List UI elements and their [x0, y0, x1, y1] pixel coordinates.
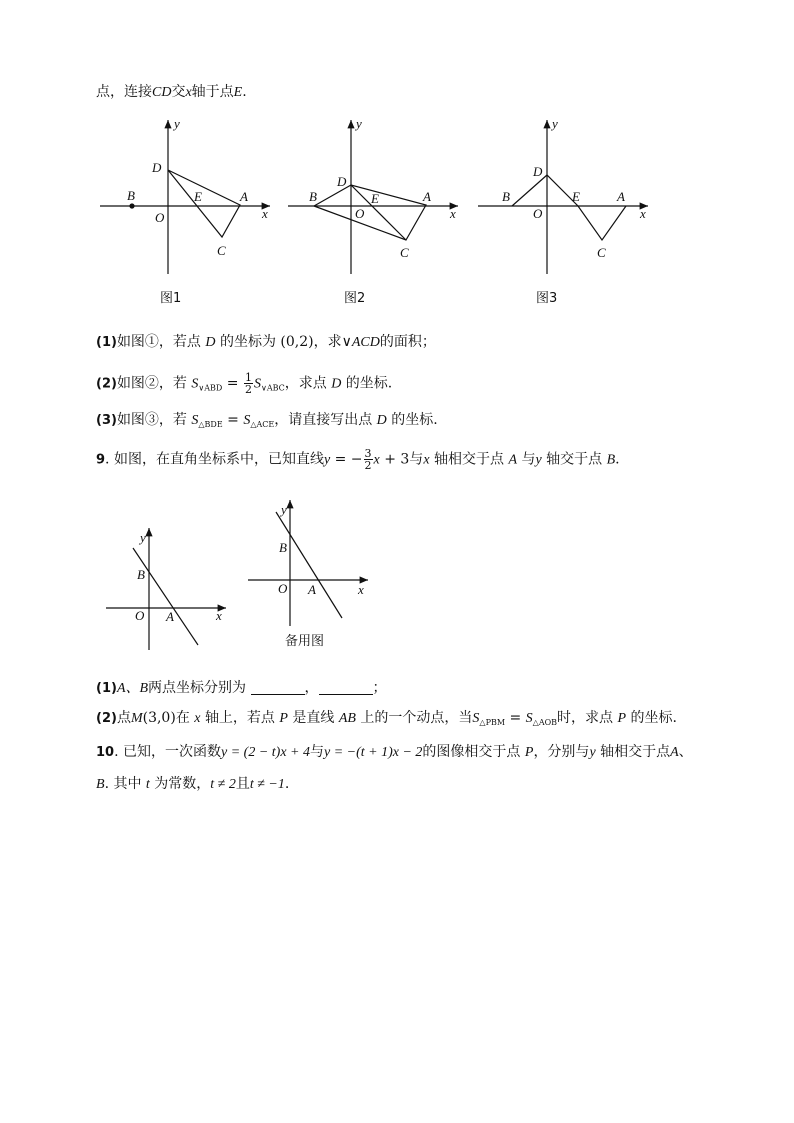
label-x: x: [262, 206, 268, 221]
point-p: P: [279, 711, 288, 726]
text: ；: [372, 680, 387, 696]
var-t: t: [145, 777, 150, 792]
line-ab: [276, 512, 342, 618]
label-e: E: [194, 189, 202, 204]
line-ab: [133, 548, 198, 645]
area-symbol: S: [472, 711, 480, 726]
text: = −: [334, 451, 363, 468]
part-number: (3): [96, 413, 117, 428]
text: 如图①，若点: [116, 334, 201, 350]
q9-figure-main: [106, 528, 226, 650]
point-b: B: [606, 452, 616, 468]
coordinate: (3,0): [142, 710, 176, 726]
label-d: D: [533, 164, 543, 179]
label-y: y: [140, 530, 146, 545]
text: . 已知，一次函数: [114, 744, 221, 760]
intro-text: 轴于点: [191, 84, 234, 100]
numerator: 1: [244, 371, 252, 384]
label-y: y: [552, 116, 558, 131]
text: ，: [304, 680, 319, 696]
label-x: x: [358, 582, 364, 597]
text: 轴上，若点: [204, 710, 275, 726]
label-o: O: [355, 206, 365, 221]
intro-line: [96, 82, 247, 103]
label-o: O: [278, 581, 288, 596]
text: . 如图，在直角坐标系中，已知直线: [105, 451, 324, 468]
equals: =: [227, 412, 239, 428]
text: 的坐标.: [345, 375, 393, 392]
label-x: x: [640, 206, 646, 221]
text: . 其中: [104, 776, 142, 792]
label-y: y: [356, 116, 362, 131]
q9-figures: [0, 490, 794, 670]
triangle-acd: ∨ACD: [341, 335, 380, 350]
label-a: A: [166, 609, 174, 624]
text: ，求点: [284, 375, 327, 392]
part-number: (2): [96, 711, 117, 726]
point-d: D: [205, 335, 216, 350]
text: 的图像相交于点: [422, 744, 521, 760]
text: 的坐标.: [391, 412, 438, 428]
var-x: x: [185, 85, 192, 100]
point-p: P: [617, 711, 627, 726]
subscript: △ACE: [250, 420, 275, 429]
var-x: x: [194, 711, 201, 726]
area-symbol: S: [243, 413, 251, 428]
answer-blank-a[interactable]: [251, 680, 305, 695]
label-c: C: [400, 245, 409, 260]
q9-part-1: [96, 678, 387, 699]
fraction-three-halves: [364, 448, 373, 471]
answer-blank-b[interactable]: [319, 680, 373, 695]
var-x: x: [423, 452, 430, 468]
label-x: x: [216, 608, 222, 623]
label-a: A: [308, 582, 316, 597]
equals: =: [509, 710, 522, 726]
label-a: A: [617, 189, 625, 204]
caption-figure-3: 图3: [536, 291, 558, 306]
label-y: y: [174, 116, 180, 131]
text: 且: [235, 776, 250, 792]
intro-text: 交: [171, 84, 186, 100]
text: 的坐标为: [219, 334, 276, 350]
caption-figure-2: 图2: [344, 291, 366, 306]
points-ab: A、B: [116, 681, 149, 696]
text: .: [615, 451, 620, 468]
polyline-bdeca: [512, 175, 626, 240]
area-symbol: S: [525, 711, 533, 726]
point-d: D: [331, 376, 342, 392]
function-2: y = −(t + 1)x − 2: [323, 745, 423, 760]
subscript: △AOB: [532, 718, 558, 727]
label-c: C: [597, 245, 606, 260]
point-b-dot: [130, 204, 134, 208]
subscript: ∨ABD: [198, 383, 223, 393]
text: 轴相交于点: [600, 744, 671, 760]
segment-cd: CD: [152, 85, 172, 100]
denominator: 2: [244, 383, 252, 396]
text: 轴相交于点: [433, 451, 504, 468]
q8-part-3: [96, 410, 438, 435]
var-y: y: [535, 452, 542, 468]
condition-2: t ≠ −1: [249, 777, 285, 792]
coordinate: (0,2): [280, 334, 314, 350]
text: ，分别与: [533, 744, 590, 760]
text: 两点坐标分别为: [148, 680, 247, 696]
text: 是直线: [292, 710, 335, 726]
text: 与: [309, 744, 324, 760]
point-a: A: [670, 745, 679, 760]
q10-stem-line-1: [96, 742, 693, 763]
intro-text: .: [242, 84, 247, 100]
label-o: O: [135, 608, 145, 623]
fraction-one-half: [244, 372, 253, 395]
subscript: △BDE: [198, 420, 223, 429]
part-number: (2): [96, 376, 117, 392]
label-e: E: [371, 191, 379, 206]
question-number: 9: [96, 452, 106, 468]
text: 时，求点: [557, 710, 614, 726]
var-y: y: [323, 452, 331, 468]
line-ab: AB: [338, 711, 356, 726]
label-a: A: [423, 189, 431, 204]
subscript: ∨ABC: [260, 383, 285, 393]
label-x: x: [450, 206, 456, 221]
point-a: A: [508, 452, 517, 468]
text: 与: [521, 451, 536, 468]
var-x: x: [373, 452, 380, 468]
q8-part-2: [96, 372, 392, 399]
text: 如图③，若: [116, 412, 187, 428]
label-b: B: [279, 540, 287, 555]
label-b: B: [127, 188, 135, 203]
text: + 3与: [384, 451, 424, 468]
function-1: y = (2 − t)x + 4: [221, 745, 310, 760]
label-a: A: [240, 189, 248, 204]
text: ，请直接写出点: [274, 412, 373, 428]
text: 点: [116, 710, 131, 726]
part-number: (1): [96, 335, 117, 350]
triangle-acd: [168, 170, 240, 237]
label-y: y: [281, 502, 287, 517]
q9-figure-backup: [248, 500, 368, 626]
text: 如图②，若: [116, 375, 187, 392]
caption-backup-figure: 备用图: [285, 634, 325, 649]
label-b: B: [137, 567, 145, 582]
text: 、: [678, 744, 693, 760]
q9-stem: [96, 448, 620, 471]
numerator: 3: [364, 447, 372, 460]
q9-part-2: [96, 708, 677, 733]
q10-stem-line-2: [96, 774, 289, 795]
question-number: 10: [96, 745, 115, 760]
text: 轴交于点: [546, 451, 603, 468]
area-symbol: S: [253, 376, 261, 392]
label-e: E: [572, 189, 580, 204]
subscript: △PBM: [479, 718, 506, 727]
text: 上的一个动点，当: [360, 710, 473, 726]
point-e: E: [233, 85, 243, 100]
condition-1: t ≠ 2: [210, 777, 236, 792]
q8-part-1: [96, 332, 436, 353]
quad-bdac: [314, 185, 426, 240]
text: 的坐标.: [630, 710, 677, 726]
text: .: [284, 776, 290, 792]
text: 的面积；: [379, 334, 436, 350]
label-o: O: [155, 210, 165, 225]
label-o: O: [533, 206, 543, 221]
var-y: y: [589, 745, 596, 760]
intro-text: 点，连接: [96, 84, 152, 100]
caption-figure-1: 图1: [160, 291, 182, 306]
area-symbol: S: [191, 413, 199, 428]
equals: =: [226, 375, 239, 392]
text: ，求: [313, 334, 342, 350]
label-b: B: [309, 189, 317, 204]
label-c: C: [217, 243, 226, 258]
label-d: D: [337, 174, 347, 189]
label-b: B: [502, 189, 510, 204]
figures-row: [0, 110, 794, 350]
point-b: B: [96, 777, 105, 792]
part-number: (1): [96, 681, 117, 696]
denominator: 2: [364, 459, 372, 472]
point-p: P: [524, 745, 534, 760]
point-d: D: [376, 413, 387, 428]
label-d: D: [152, 160, 162, 175]
text: 为常数，: [154, 776, 211, 792]
text: 在: [175, 710, 190, 726]
point-m: M: [130, 711, 143, 726]
area-symbol: S: [191, 376, 199, 392]
